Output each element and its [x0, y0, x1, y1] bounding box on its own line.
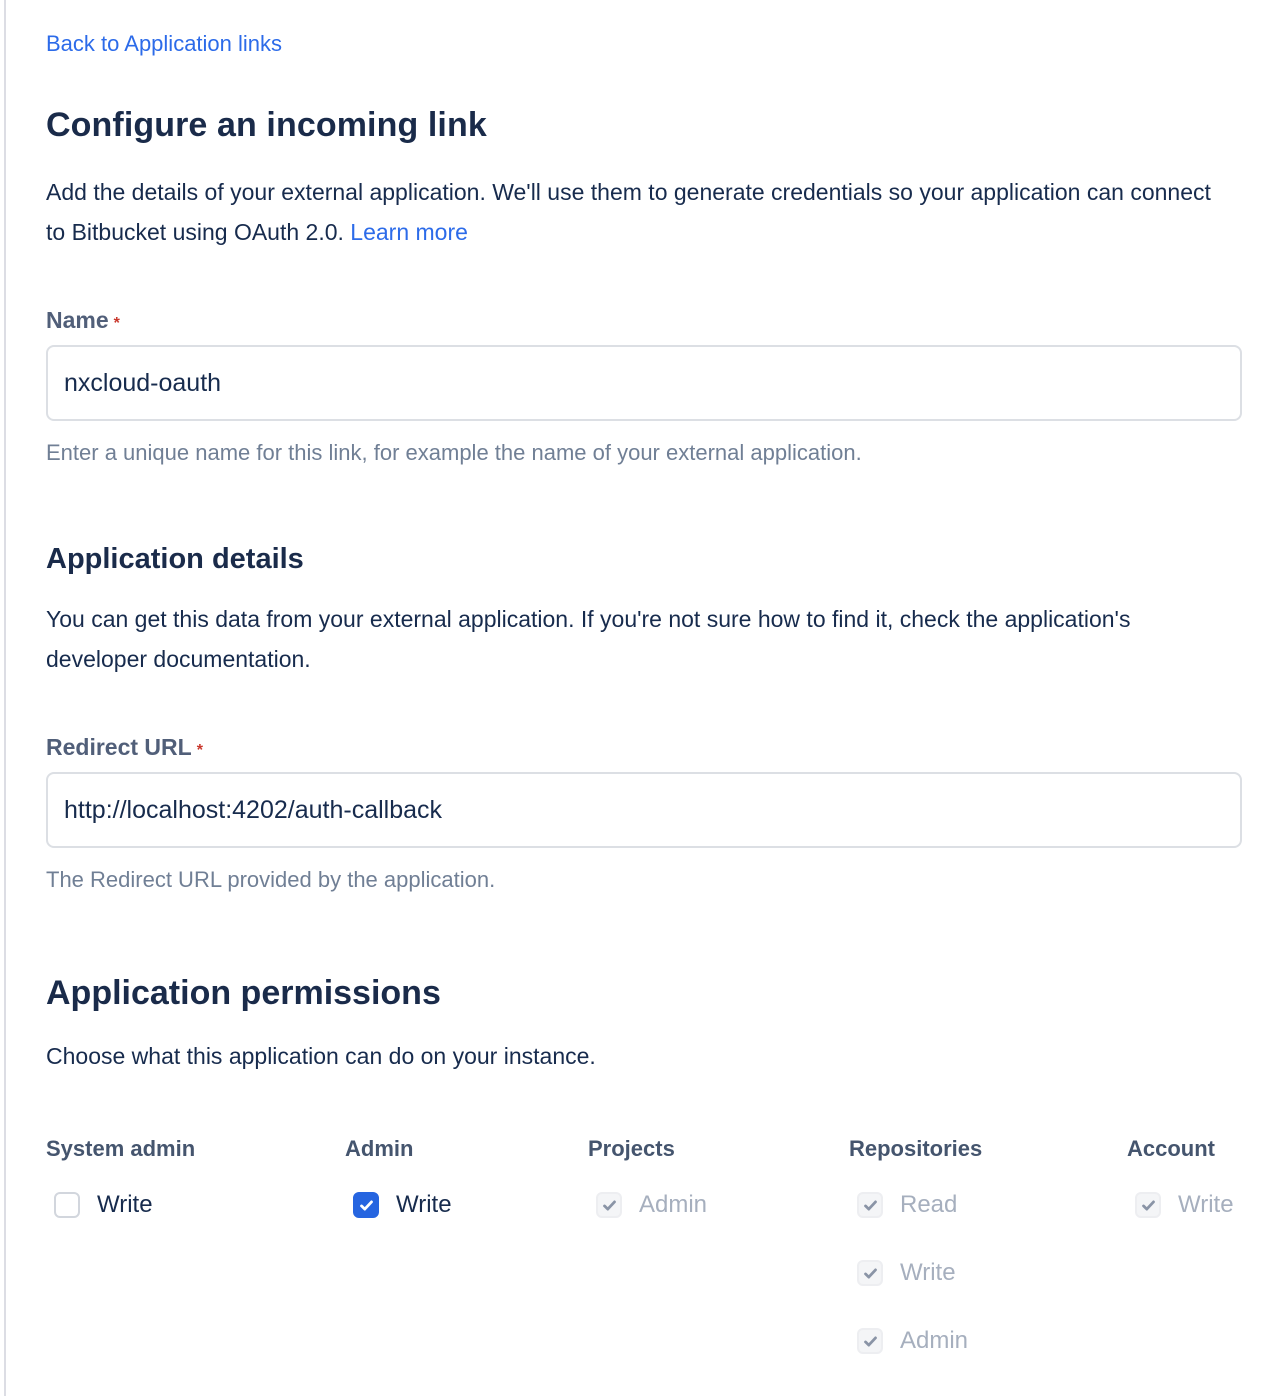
permission-column-repositories: [849, 1136, 1127, 1356]
permission-column-account: [1127, 1136, 1234, 1220]
name-input[interactable]: [46, 345, 1242, 421]
checked-checkbox-icon[interactable]: [353, 1192, 379, 1218]
permission-item-repositories-admin: [849, 1326, 1127, 1356]
checked-checkbox-icon: [1135, 1192, 1161, 1218]
permission-checkbox-label: Admin: [900, 1327, 969, 1354]
checked-checkbox-icon: [857, 1192, 883, 1218]
required-asterisk: *: [196, 742, 203, 759]
application-details-description: You can get this data from your external application. If you're not sure how to find it, check the application's developer documentation.: [46, 606, 1131, 672]
name-field-label-row: [46, 306, 1238, 334]
permission-item-admin-write[interactable]: [345, 1190, 588, 1220]
permission-checkbox-label: Admin: [639, 1191, 708, 1218]
permission-item-projects-admin: [588, 1190, 849, 1220]
permission-column-header: Admin: [345, 1136, 414, 1161]
checked-checkbox-icon: [596, 1192, 622, 1218]
permission-column-header: Projects: [588, 1136, 675, 1161]
permission-item-repositories-read: [849, 1190, 1127, 1220]
unchecked-checkbox-icon[interactable]: [54, 1192, 80, 1218]
required-asterisk: *: [113, 315, 120, 332]
permission-column-system-admin: [46, 1136, 345, 1220]
checked-checkbox-icon: [857, 1328, 883, 1354]
name-field-label: Name: [46, 307, 109, 333]
redirect-url-input[interactable]: [46, 772, 1242, 848]
permission-item-system-admin-write[interactable]: [46, 1190, 345, 1220]
permission-checkbox-label: Read: [900, 1191, 958, 1218]
learn-more-link[interactable]: Learn more: [350, 219, 468, 245]
redirect-url-label: Redirect URL: [46, 734, 192, 760]
intro-text: Add the details of your external application. We'll use them to generate credentials so your application can connect to Bitbucket using OAuth 2.0.: [46, 179, 1211, 245]
permission-column-admin: [345, 1136, 588, 1220]
page-title: Configure an incoming link: [46, 106, 487, 144]
permission-checkbox-label: Write: [1178, 1191, 1234, 1218]
permission-item-account-write: [1127, 1190, 1234, 1220]
application-details-heading: Application details: [46, 543, 304, 575]
name-helper-text: Enter a unique name for this link, for example the name of your external application.: [46, 440, 862, 465]
panel-left-border: [4, 0, 6, 1396]
redirect-url-label-row: [46, 733, 1238, 761]
application-permissions-description: Choose what this application can do on your instance.: [46, 1043, 596, 1069]
permission-item-repositories-write: [849, 1258, 1127, 1288]
permission-checkbox-label: Write: [900, 1259, 956, 1286]
permission-column-header: Repositories: [849, 1136, 983, 1161]
permissions-grid: [46, 1136, 1238, 1356]
permission-checkbox-label: Write: [97, 1191, 153, 1218]
permission-column-header: System admin: [46, 1136, 196, 1161]
redirect-url-field-group: [46, 733, 1238, 894]
permission-checkbox-label: Write: [396, 1191, 452, 1218]
back-to-application-links-link[interactable]: Back to Application links: [46, 31, 283, 56]
application-permissions-heading: Application permissions: [46, 974, 441, 1012]
checked-checkbox-icon: [857, 1260, 883, 1286]
name-field-group: [46, 306, 1238, 467]
intro-paragraph: [46, 172, 1226, 252]
permission-column-projects: [588, 1136, 849, 1220]
redirect-url-helper-text: The Redirect URL provided by the application.: [46, 867, 496, 892]
permission-column-header: Account: [1127, 1136, 1215, 1161]
